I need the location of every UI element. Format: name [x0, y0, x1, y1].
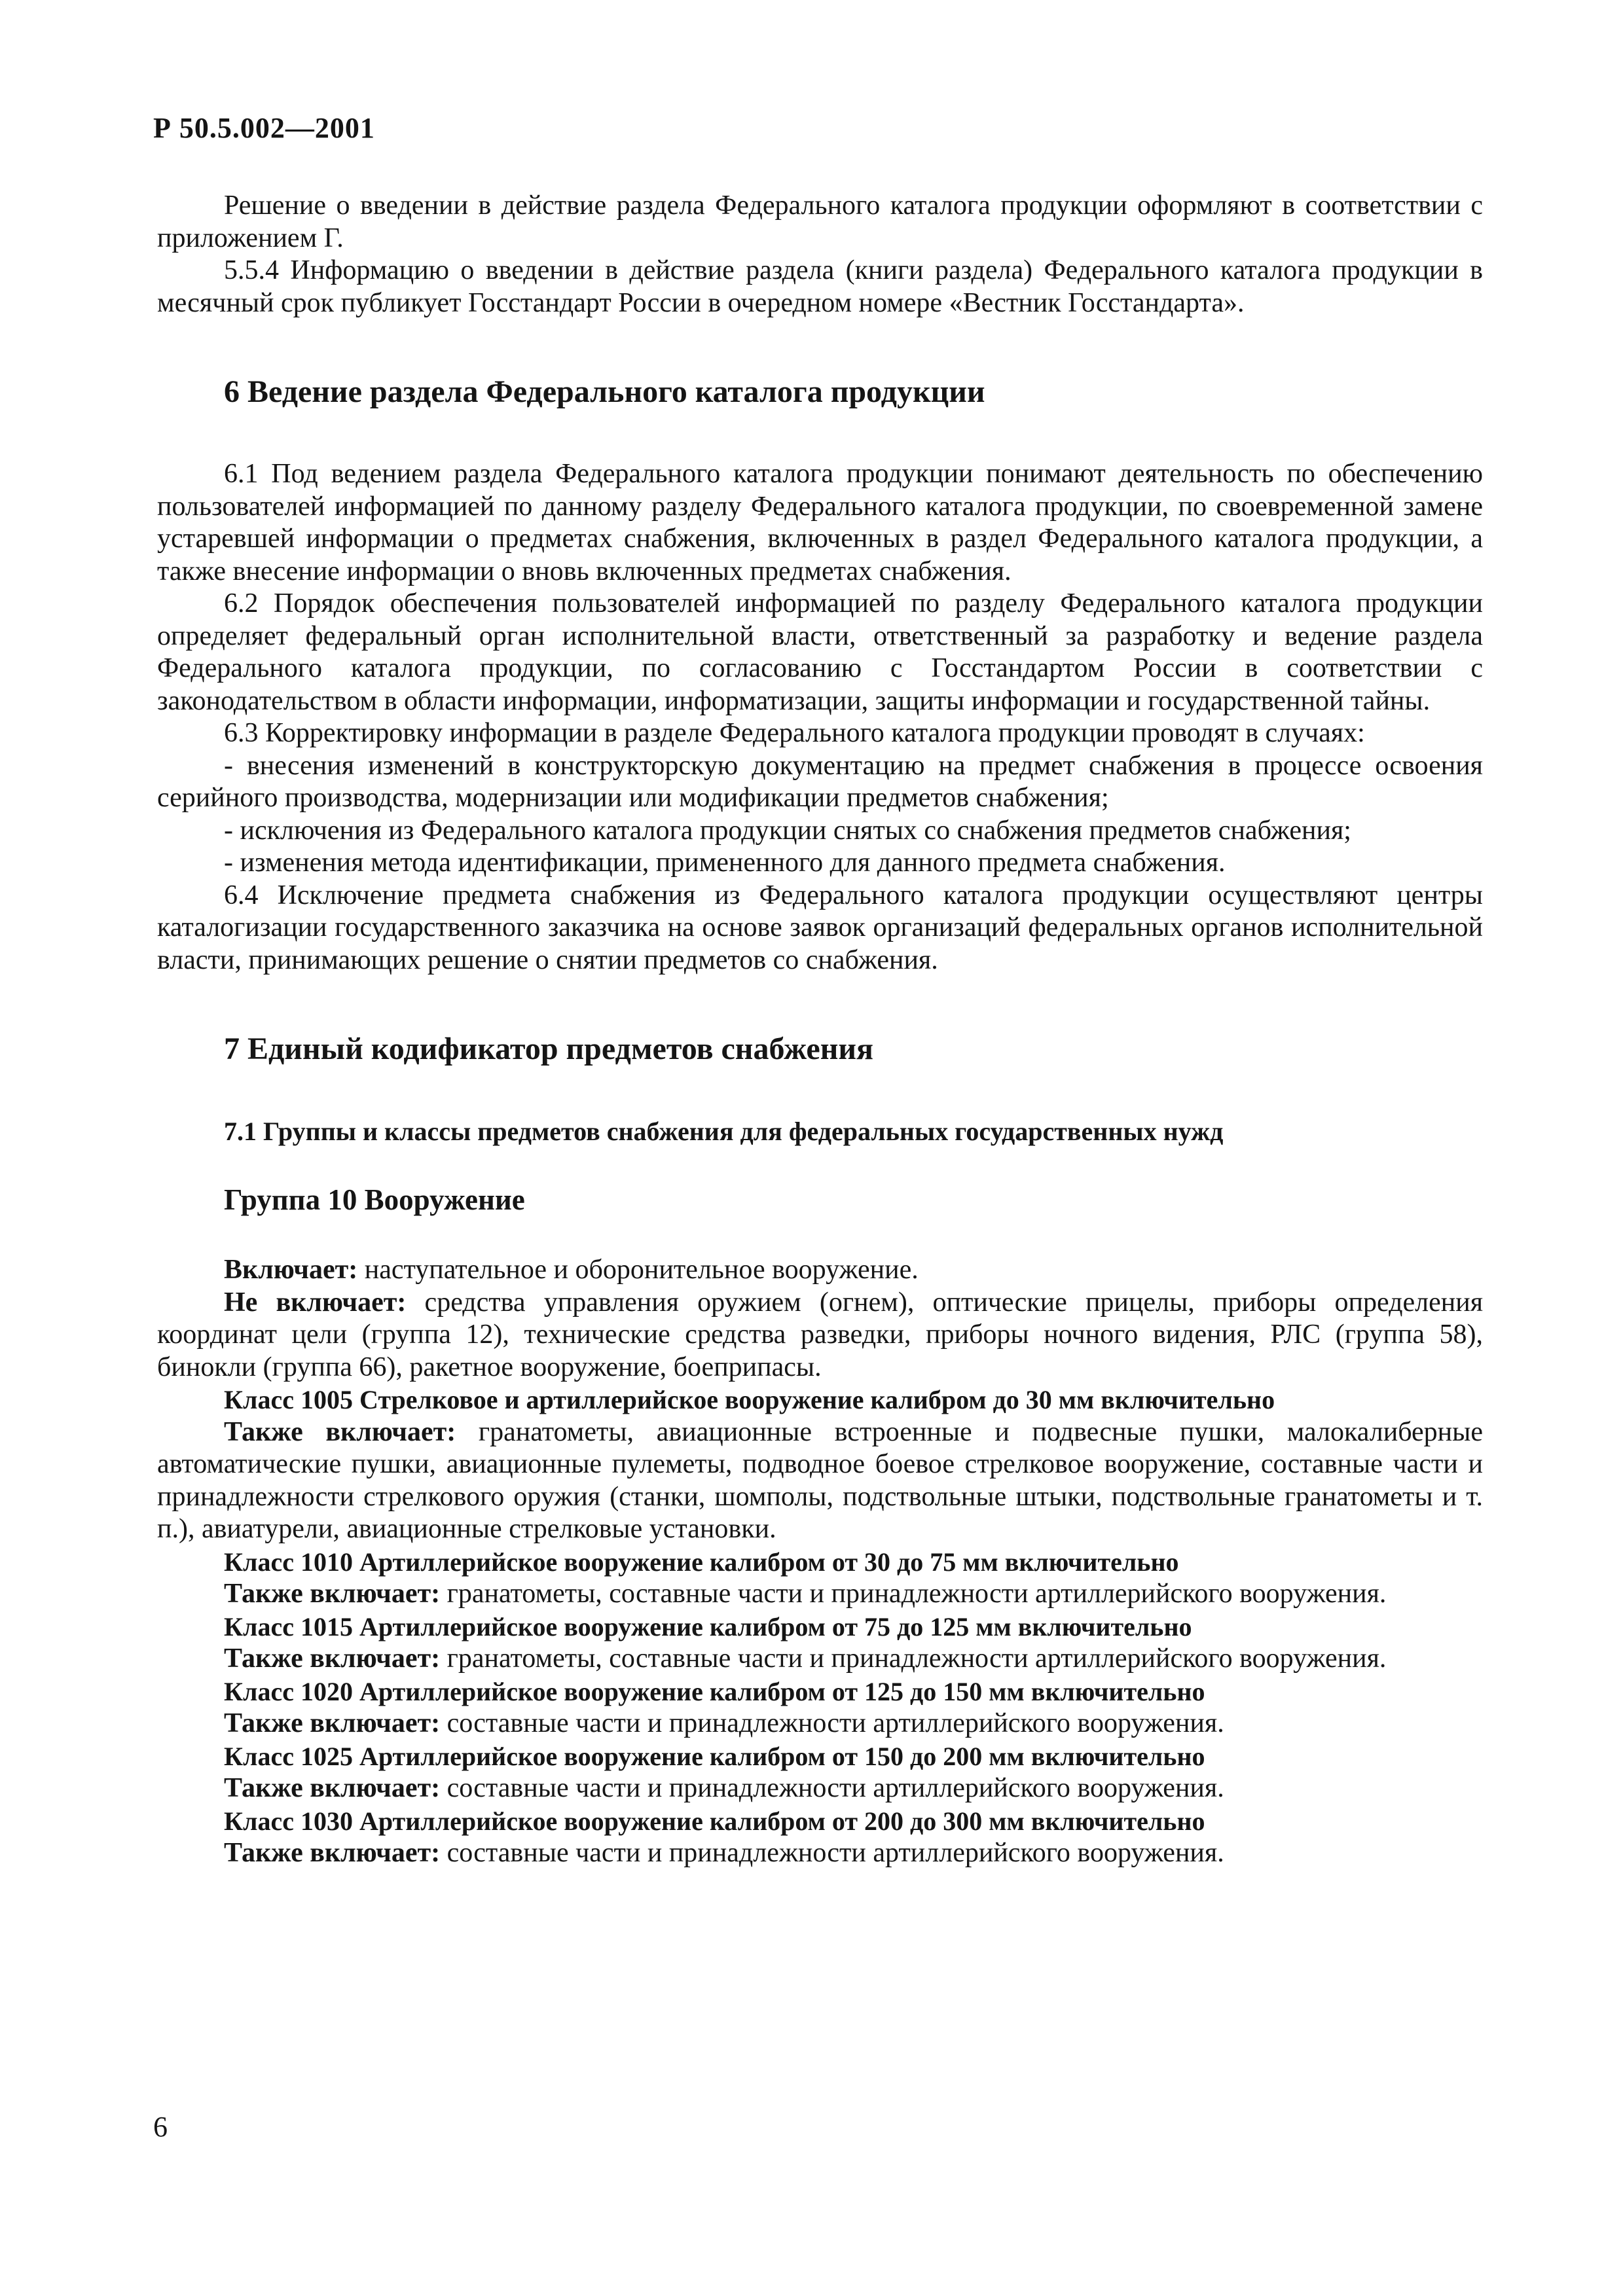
class-1025-also — [157, 1772, 1483, 1805]
list-item: - внесения изменений в конструкторскую документацию на предмет снабжения в процессе освоения серийного производства, модернизации или модификации предметов снабжения; — [157, 750, 1483, 813]
class-1030-title: Класс 1030 Артиллерийское вооружение калибром от 200 до 300 мм включительно — [224, 1806, 1205, 1836]
document-body — [157, 190, 1483, 1870]
also-includes-text: составные части и принадлежности артиллерийского вооружения. — [447, 1838, 1224, 1868]
also-includes-label: Также включает: — [224, 1708, 441, 1738]
class-1020-also — [157, 1708, 1483, 1740]
paragraph-6-4: 6.4 Исключение предмета снабжения из Федерального каталога продукции осуществляют центры каталогизации государственного заказчика на основе заявок организаций федеральных органов исполнительной власти, принимающих решение о снятии предметов со снабжения. — [157, 880, 1483, 975]
class-1010-title: Класс 1010 Артиллерийское вооружение калибром от 30 до 75 мм включительно — [224, 1547, 1179, 1577]
group-includes — [157, 1254, 1483, 1287]
paragraph-5-5-4: 5.5.4 Информацию о введении в действие раздела (книги раздела) Федерального каталога продукции в месячный срок публикует Госстандарт России в очередном номере «Вестник Госстандарта». — [157, 255, 1483, 318]
excludes-label: Не включает: — [224, 1287, 407, 1318]
section-7-title: 7 Единый кодификатор предметов снабжения — [224, 1031, 874, 1066]
class-1015-title: Класс 1015 Артиллерийское вооружение калибром от 75 до 125 мм включительно — [224, 1611, 1192, 1641]
document-number: Р 50.5.002—2001 — [153, 112, 375, 144]
includes-text: наступательное и оборонительное вооружение. — [364, 1255, 919, 1285]
class-1030-also — [157, 1837, 1483, 1870]
paragraph-6-3: 6.3 Корректировку информации в разделе Федерального каталога продукции проводят в случаях: — [224, 718, 1365, 748]
paragraph-6-1: 6.1 Под ведением раздела Федерального каталога продукции понимают деятельность по обеспечению пользователей информацией по данному разделу Федерального каталога продукции, по своевременной замене устаревшей информации о предметах снабжения, включенных в раздел Федерального каталога продукции, а также внесение информации о вновь включенных предметах снабжения. — [157, 459, 1483, 586]
also-includes-label: Также включает: — [224, 1643, 441, 1674]
class-1005-title: Класс 1005 Стрелковое и артиллерийское вооружение калибром до 30 мм включительно — [224, 1385, 1275, 1414]
class-1010-also — [157, 1578, 1483, 1611]
also-includes-text: составные части и принадлежности артиллерийского вооружения. — [447, 1773, 1224, 1803]
group-excludes — [157, 1287, 1483, 1384]
group-10-title: Группа 10 Вооружение — [224, 1183, 525, 1216]
class-1020-title: Класс 1020 Артиллерийское вооружение калибром от 125 до 150 мм включительно — [224, 1676, 1205, 1706]
paragraph-6-2: 6.2 Порядок обеспечения пользователей информацией по разделу Федерального каталога продукции определяет федеральный орган исполнительной власти, ответственный за разработку и ведение раздела Федерального каталога продукции, по согласованию с Госстандартом России в соответствии с законодательством в области информации, информатизации, защиты информации и государственной тайны. — [157, 588, 1483, 716]
class-1015-also — [157, 1643, 1483, 1676]
also-includes-text: гранатометы, авиационные встроенные и подвесные пушки, малокалиберные автоматические пушки, авиационные пулеметы, подводное боевое стрелковое вооружение, составные части и принадлежности стрелкового оружия (станки, шомполы, подствольные штыки, подствольные гранатометы и т. п.), авиатурели, авиационные стрелковые установки. — [157, 1416, 1484, 1544]
class-1005-also — [157, 1416, 1483, 1546]
paragraph-5-5-3-tail: Решение о введении в действие раздела Федерального каталога продукции оформляют в соответствии с приложением Г. — [157, 190, 1483, 253]
section-7-1-subtitle: 7.1 Группы и классы предметов снабжения для федеральных государственных нужд — [224, 1117, 1224, 1146]
also-includes-text: гранатометы, составные части и принадлежности артиллерийского вооружения. — [447, 1643, 1387, 1674]
also-includes-label: Также включает: — [224, 1838, 441, 1868]
also-includes-label: Также включает: — [224, 1416, 456, 1447]
also-includes-label: Также включает: — [224, 1579, 441, 1609]
list-item: - исключения из Федерального каталога продукции снятых со снабжения предметов снабжения; — [224, 815, 1351, 846]
page-number: 6 — [153, 2111, 168, 2143]
class-1025-title: Класс 1025 Артиллерийское вооружение калибром от 150 до 200 мм включительно — [224, 1741, 1205, 1771]
list-item: - изменения метода идентификации, примененного для данного предмета снабжения. — [224, 848, 1226, 878]
section-6-title: 6 Ведение раздела Федерального каталога продукции — [224, 374, 985, 409]
also-includes-text: составные части и принадлежности артиллерийского вооружения. — [447, 1708, 1224, 1738]
also-includes-label: Также включает: — [224, 1773, 441, 1803]
also-includes-text: гранатометы, составные части и принадлежности артиллерийского вооружения. — [447, 1579, 1387, 1609]
includes-label: Включает: — [224, 1255, 358, 1285]
excludes-text: средства управления оружием (огнем), оптические прицелы, приборы определения координат цели (группа 12), технические средства разведки, приборы ночного видения, РЛС (группа 58), бинокли (группа 66), ракетное вооружение, боеприпасы. — [157, 1287, 1484, 1382]
